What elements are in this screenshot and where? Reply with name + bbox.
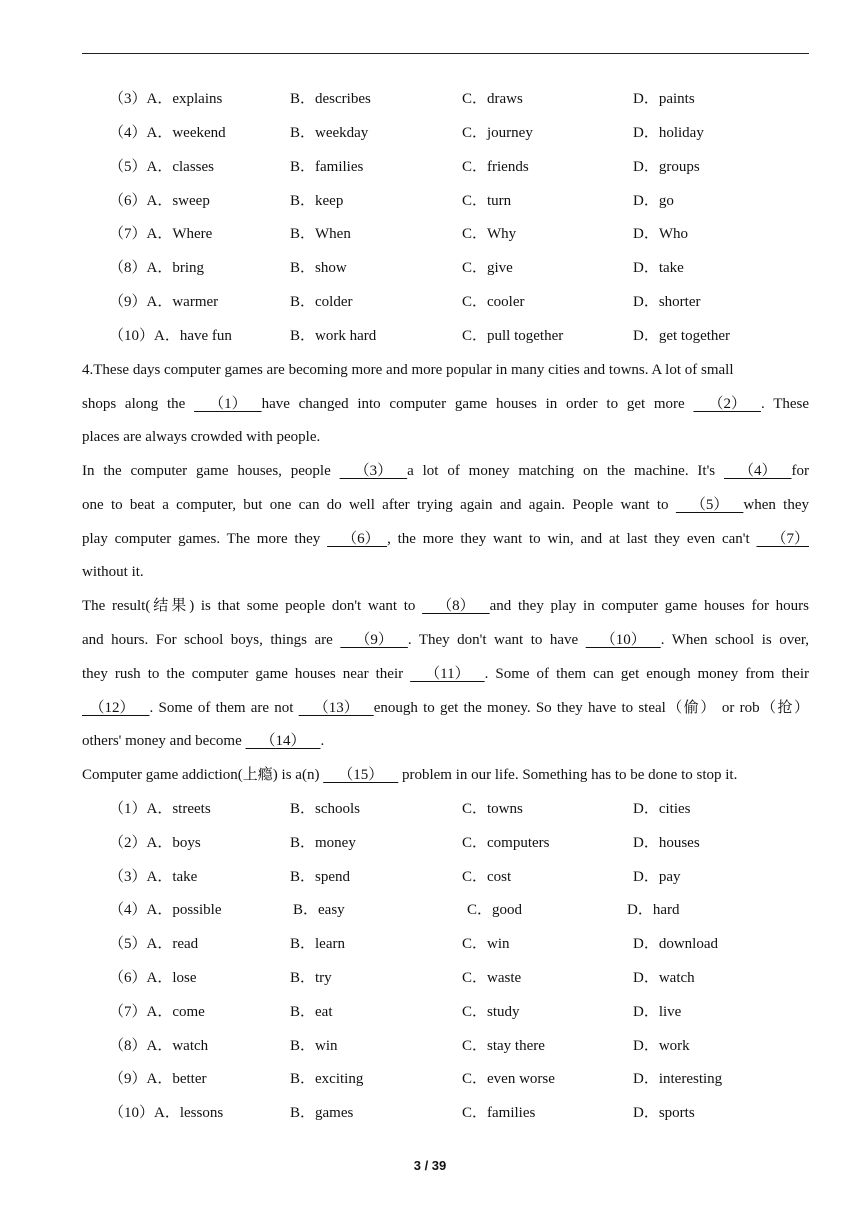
option-c: C．journey	[462, 125, 533, 141]
option-d: D．get together	[633, 328, 731, 344]
blank-4: （4）	[723, 463, 792, 479]
passage-line: The result(结果) is that some people don't want to （8） and they play in computer game houses for hours	[82, 595, 809, 617]
option-b: B．easy	[293, 902, 345, 918]
blank-6: （6）	[327, 531, 388, 547]
option-a: （3）A．explains	[109, 91, 223, 107]
option-a: （6）A．sweep	[109, 193, 210, 209]
passage-line: play computer games. The more they （6） , the more they want to win, and at last they even can't （7）	[82, 528, 809, 550]
option-b: B．describes	[290, 91, 371, 107]
option-b: B．learn	[290, 936, 345, 952]
blank-2: （2）	[693, 396, 761, 412]
blank-12: （12）	[82, 700, 150, 716]
passage-line: they rush to the computer game houses near their （11） . Some of them can get enough money from their	[82, 663, 809, 685]
option-b: B．work hard	[290, 328, 377, 344]
option-a: （5）A．classes	[109, 159, 214, 175]
option-a: （5）A．read	[109, 936, 199, 952]
option-b: B．families	[290, 159, 364, 175]
option-c: C．good	[467, 902, 523, 918]
option-a: （4）A．weekend	[109, 125, 226, 141]
option-d: D．pay	[633, 869, 681, 885]
option-c: C．cooler	[462, 294, 525, 310]
option-d: D．watch	[633, 970, 695, 986]
option-c: C．Why	[462, 226, 517, 242]
blank-9: （9）	[340, 632, 408, 648]
option-a: （6）A．lose	[109, 970, 197, 986]
option-d: D．Who	[633, 226, 688, 242]
option-b: B．exciting	[290, 1071, 364, 1087]
blank-15: （15）	[323, 767, 399, 783]
passage-line: In the computer game houses, people （3） a lot of money matching on the machine. It's （4） for	[82, 460, 809, 482]
blank-14: （14）	[245, 733, 321, 749]
passage-line: Computer game addiction(上瘾) is a(n) （15） problem in our life. Something has to be done to stop it.	[82, 764, 809, 786]
option-a: （9）A．warmer	[109, 294, 219, 310]
option-d: D．download	[633, 936, 718, 952]
option-a: （8）A．watch	[109, 1038, 209, 1054]
option-a: （4）A．possible	[109, 902, 222, 918]
blank-10: （10）	[585, 632, 661, 648]
passage-line: without it.	[82, 564, 144, 580]
passage-line: one to beat a computer, but one can do well after trying again and again. People want to （5） when they	[82, 494, 809, 516]
page-number: 3 / 39	[413, 1158, 447, 1173]
option-c: C．towns	[462, 801, 523, 817]
option-c: C．pull together	[462, 328, 564, 344]
option-c: C．turn	[462, 193, 512, 209]
option-c: C．win	[462, 936, 510, 952]
option-d: D．live	[633, 1004, 682, 1020]
option-d: D．go	[633, 193, 674, 209]
option-c: C．study	[462, 1004, 520, 1020]
option-d: D．take	[633, 260, 684, 276]
option-d: D．groups	[633, 159, 700, 175]
option-d: D．holiday	[633, 125, 704, 141]
option-a: （1）A．streets	[109, 801, 211, 817]
option-b: B．When	[290, 226, 351, 242]
option-d: D．interesting	[633, 1071, 723, 1087]
option-d: D．work	[633, 1038, 690, 1054]
option-a: （7）A．Where	[109, 226, 213, 242]
option-c: C．families	[462, 1105, 536, 1121]
option-b: B．keep	[290, 193, 344, 209]
blank-13: （13）	[298, 700, 374, 716]
option-c: C．stay there	[462, 1038, 545, 1054]
passage-line: （12） . Some of them are not （13） enough to get the money. So they have to steal（偷） or rob（抢）	[82, 697, 809, 719]
blank-3: （3）	[339, 463, 408, 479]
option-a: （8）A．bring	[109, 260, 204, 276]
passage-line: and hours. For school boys, things are （9） . They don't want to have （10） . When school is over,	[82, 629, 809, 651]
option-c: C．even worse	[462, 1071, 555, 1087]
option-b: B．games	[290, 1105, 354, 1121]
blank-11: （11）	[410, 666, 485, 682]
passage-line: 4.These days computer games are becoming more and more popular in many cities and towns. A lot of small	[82, 362, 734, 378]
option-d: D．paints	[633, 91, 695, 107]
option-a: （7）A．come	[109, 1004, 205, 1020]
option-b: B．colder	[290, 294, 353, 310]
option-d: D．cities	[633, 801, 691, 817]
option-a: （9）A．better	[109, 1071, 207, 1087]
option-b: B．win	[290, 1038, 338, 1054]
option-a: （3）A．take	[109, 869, 198, 885]
blank-8: （8）	[422, 598, 490, 614]
option-d: D．hard	[627, 902, 680, 918]
blank-7: （7）	[756, 531, 809, 547]
option-d: D．houses	[633, 835, 700, 851]
option-b: B．show	[290, 260, 347, 276]
blank-1: （1）	[194, 396, 262, 412]
option-b: B．eat	[290, 1004, 333, 1020]
blank-5: （5）	[675, 497, 744, 513]
option-c: C．give	[462, 260, 513, 276]
option-d: D．shorter	[633, 294, 701, 310]
passage-line: shops along the （1） have changed into computer game houses in order to get more （2） . These	[82, 393, 809, 415]
option-b: B．weekday	[290, 125, 369, 141]
option-c: C．draws	[462, 91, 523, 107]
option-c: C．waste	[462, 970, 522, 986]
option-b: B．money	[290, 835, 356, 851]
option-b: B．schools	[290, 801, 361, 817]
option-d: D．sports	[633, 1105, 695, 1121]
option-a: （10）A．have fun	[109, 328, 232, 344]
option-a: （10）A．lessons	[109, 1105, 224, 1121]
header-rule	[82, 53, 809, 54]
option-c: C．friends	[462, 159, 529, 175]
option-c: C．cost	[462, 869, 512, 885]
option-b: B．spend	[290, 869, 351, 885]
option-b: B．try	[290, 970, 332, 986]
option-c: C．computers	[462, 835, 550, 851]
option-a: （2）A．boys	[109, 835, 201, 851]
passage-line: places are always crowded with people.	[82, 429, 321, 445]
passage-line: others' money and become （14） .	[82, 730, 809, 752]
